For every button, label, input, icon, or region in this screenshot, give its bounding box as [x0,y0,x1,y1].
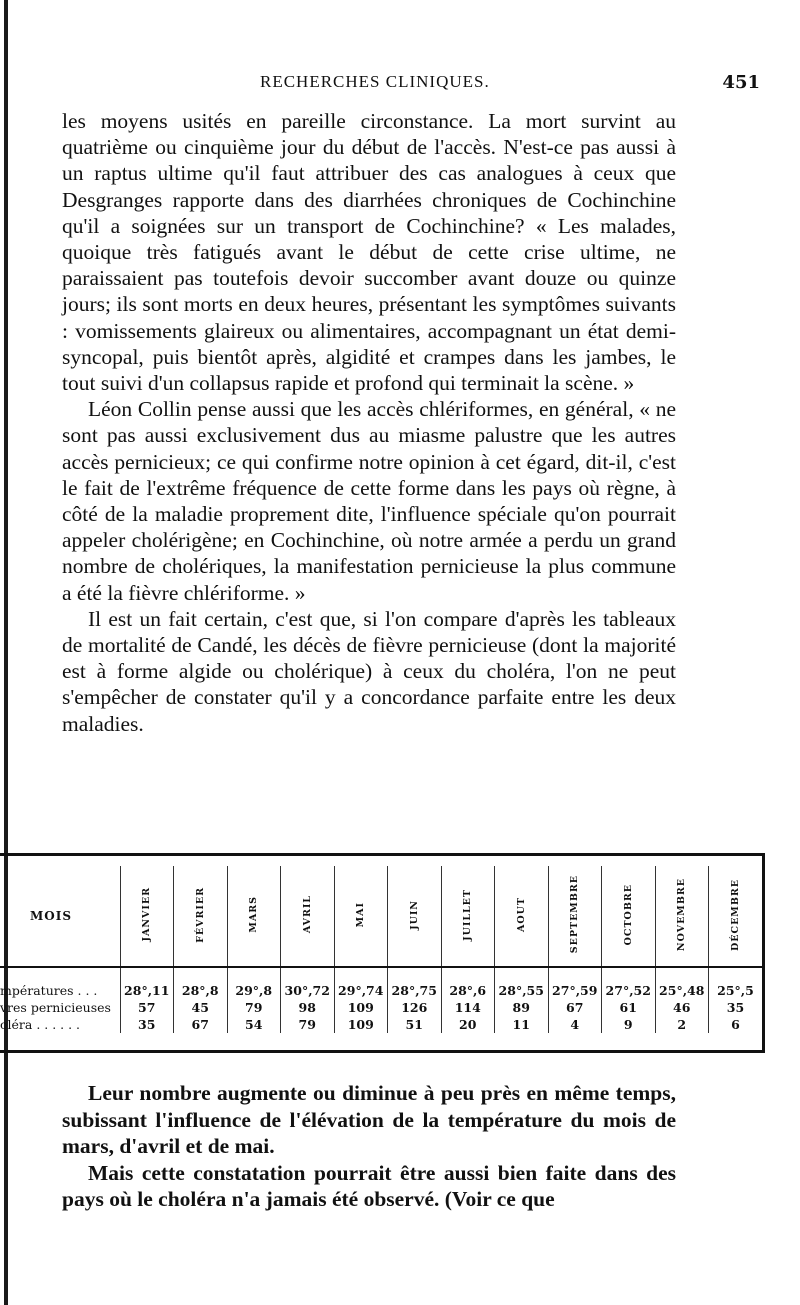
table-cell: 20 [441,1016,495,1033]
table-cell: 25°,5 [709,967,763,999]
page-header [60,72,760,98]
table-cell: 9 [602,1016,656,1033]
table-cell: 57 [120,999,174,1016]
table-row [0,1016,762,1033]
table-cell: 61 [602,999,656,1016]
month-header: DÉCEMBRE [709,866,763,967]
table-cell: 79 [227,999,281,1016]
month-header: AVRIL [281,866,335,967]
table-cell: 46 [655,999,709,1016]
table-cell: 109 [334,1016,388,1033]
running-head: RECHERCHES CLINIQUES. [260,72,490,91]
body-text [62,108,676,737]
table-cell: 35 [120,1016,174,1033]
table-cell: 28°,8 [174,967,228,999]
table-row [0,967,762,999]
table-cell: 79 [281,1016,335,1033]
table-cell: 28°,11 [120,967,174,999]
paragraph: Léon Collin pense aussi que les accès chlériformes, en général, « ne sont pas aussi exclusivement dus au miasme palustre que les autres accès pernicieux; ce qui confirme notre opinion à cet égard, dit-il, c'est le fait de l'extrême fréquence de cette forme dans les pays où règne, à côté de la maladie proprement dite, l'influence spéciale qu'on pourrait appeler cholérigène; en Cochinchine, où notre armée a perdu un grand nombre de cholériques, la manifestation pernicieuse la plus commune a été la fièvre chlériforme. » [62,397,676,605]
paragraph: Il est un fait certain, c'est que, si l'on compare d'après les tableaux de mortalité de Candé, les décès de fièvre pernicieuse (dont la majorité est à forme algide ou cholérique) à ceux du choléra, l'on ne peut s'empêcher de constater qu'il y a concordance parfaite entre les deux maladies. [62,606,676,736]
table-row [0,999,762,1016]
closing-text [62,1080,676,1213]
month-header: JUILLET [441,866,495,967]
row-label: vres pernicieuses [0,1000,111,1015]
table-cell: 28°,6 [441,967,495,999]
table-cell: 27°,59 [548,967,602,999]
mortality-table [0,866,762,1033]
table-cell: 30°,72 [281,967,335,999]
row-label: mpératures . . . [0,983,98,998]
table-cell: 6 [709,1016,763,1033]
month-header: MAI [334,866,388,967]
month-header: FÉVRIER [174,866,228,967]
table-cell: 89 [495,999,549,1016]
table-cell: 29°,74 [334,967,388,999]
table-cell: 45 [174,999,228,1016]
table-header-row [0,866,762,967]
mois-header: MOIS [0,866,120,967]
table-cell: 126 [388,999,442,1016]
page-edge-rule [4,0,8,1305]
mortality-table-frame [0,853,765,1053]
table-cell: 35 [709,999,763,1016]
table-cell: 67 [174,1016,228,1033]
table-cell: 114 [441,999,495,1016]
table-cell: 2 [655,1016,709,1033]
month-header: SEPTEMBRE [548,866,602,967]
table-cell: 67 [548,999,602,1016]
table-cell: 29°,8 [227,967,281,999]
month-header: NOVEMBRE [655,866,709,967]
page-number: 451 [722,72,760,93]
paragraph: Mais cette constatation pourrait être aussi bien faite dans des pays où le choléra n'a jamais été observé. (Voir ce que [62,1160,676,1211]
table-cell: 28°,75 [388,967,442,999]
month-header: OCTOBRE [602,866,656,967]
table-cell: 11 [495,1016,549,1033]
table-cell: 25°,48 [655,967,709,999]
table-cell: 27°,52 [602,967,656,999]
paragraph: Leur nombre augmente ou diminue à peu près en même temps, subissant l'influence de l'élévation de la température du mois de mars, d'avril et de mai. [62,1081,676,1158]
table-cell: 109 [334,999,388,1016]
paragraph: les moyens usités en pareille circonstance. La mort survint au quatrième ou cinquième jour du début de l'accès. N'est-ce pas aussi à un raptus ultime qu'il faut attribuer des cas analogues à ceux que Desgranges rapporte dans des diarrhées chroniques de Cochinchine qu'il a soignées sur un transport de Cochinchine? « Les malades, quoique très fatigués avant le début de cette crise ultime, ne paraissaient pas toutefois devoir succomber avant douze ou quinze jours; ils sont morts en deux heures, présentant les symptômes suivants : vomissements glaireux ou alimentaires, accompagnant un état demi-syncopal, puis bientôt après, algidité et crampes dans les jambes, le tout suivi d'un collapsus rapide et profond qui terminait la scène. » [62,109,676,396]
month-header: AOUT [495,866,549,967]
table-cell: 51 [388,1016,442,1033]
month-header: JUIN [388,866,442,967]
row-label: oléra . . . . . . [0,1017,81,1032]
table-cell: 28°,55 [495,967,549,999]
month-header: JANVIER [120,866,174,967]
table-cell: 98 [281,999,335,1016]
table-cell: 54 [227,1016,281,1033]
table-cell: 4 [548,1016,602,1033]
month-header: MARS [227,866,281,967]
